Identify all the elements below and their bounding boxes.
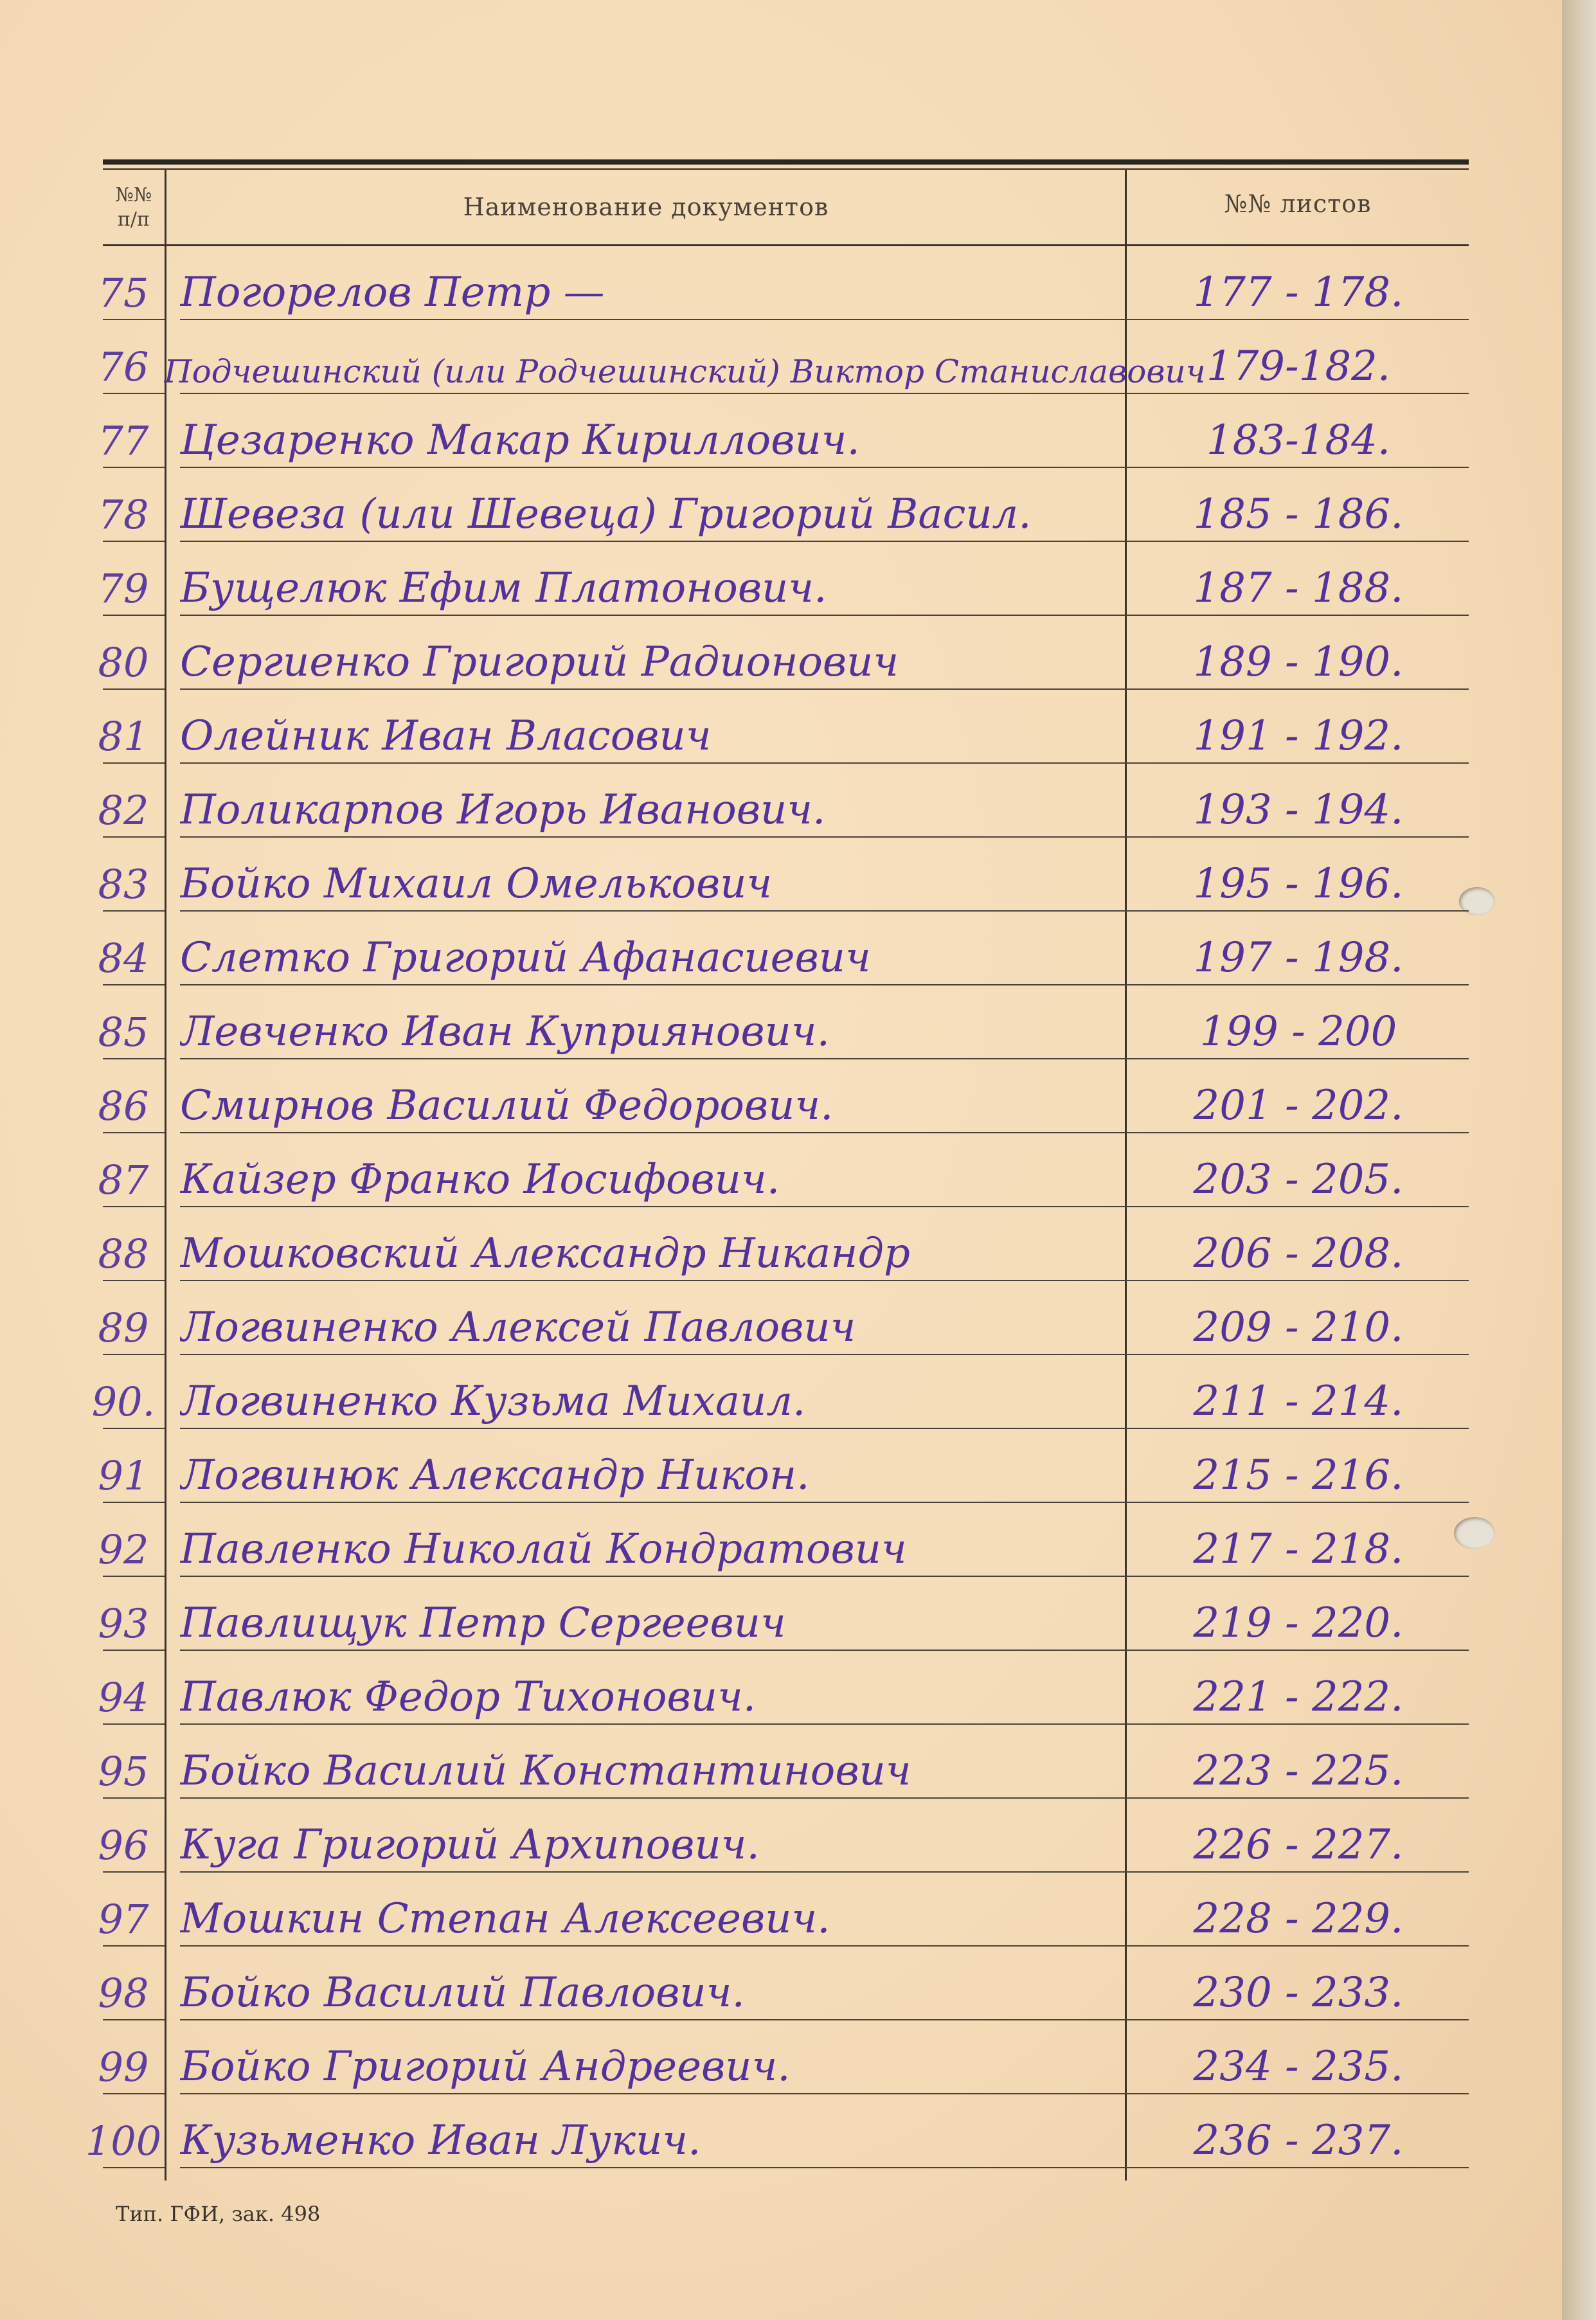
table-row bbox=[84, 2020, 1469, 2094]
row-document-name: Куга Григорий Архипович. bbox=[180, 1821, 760, 1869]
row-document-name: Кайзер Франко Иосифович. bbox=[180, 1156, 780, 1203]
row-number: 98 bbox=[98, 1970, 149, 2017]
row-sheet-numbers: 234 - 235. bbox=[1193, 2043, 1404, 2091]
row-document-name: Павлюк Федор Тихонович. bbox=[180, 1673, 757, 1721]
row-number: 82 bbox=[98, 787, 149, 834]
table-row bbox=[84, 912, 1469, 985]
table-row bbox=[84, 246, 1469, 320]
row-sheet-numbers: 179-182. bbox=[1206, 343, 1391, 390]
table-row bbox=[84, 320, 1469, 394]
row-sheet-numbers: 226 - 227. bbox=[1193, 1821, 1404, 1869]
table-row bbox=[84, 1725, 1469, 1799]
table-top-rule-thin bbox=[103, 168, 1469, 170]
table-row bbox=[84, 764, 1469, 838]
row-document-name: Кузьменко Иван Лукич. bbox=[180, 2117, 701, 2164]
table-row bbox=[84, 1207, 1469, 1281]
row-document-name: Подчешинский (или Родчешинский) Виктор Станиславович bbox=[164, 353, 1206, 390]
table-row bbox=[84, 1133, 1469, 1207]
row-document-name: Погорелов Петр — bbox=[180, 269, 605, 316]
row-sheet-numbers: 215 - 216. bbox=[1193, 1452, 1404, 1499]
row-number: 86 bbox=[98, 1083, 149, 1129]
row-number: 95 bbox=[98, 1748, 149, 1795]
row-document-name: Логвиненко Кузьма Михаил. bbox=[180, 1378, 806, 1425]
row-sheet-numbers: 209 - 210. bbox=[1193, 1304, 1404, 1351]
row-sheet-numbers: 191 - 192. bbox=[1193, 712, 1404, 760]
table-row bbox=[84, 1281, 1469, 1355]
row-document-name: Мошковский Александр Никандр bbox=[180, 1230, 910, 1277]
row-number: 97 bbox=[98, 1896, 149, 1943]
row-document-name: Олейник Иван Власович bbox=[180, 712, 712, 760]
row-document-name: Сергиенко Григорий Радионович bbox=[180, 638, 899, 686]
row-rule bbox=[180, 2167, 1469, 2168]
row-number: 85 bbox=[98, 1009, 149, 1056]
row-document-name: Смирнов Василий Федорович. bbox=[180, 1082, 834, 1129]
row-number: 99 bbox=[98, 2044, 149, 2091]
row-number: 81 bbox=[98, 713, 149, 760]
row-sheet-numbers: 217 - 218. bbox=[1193, 1525, 1404, 1573]
row-number: 79 bbox=[98, 565, 149, 612]
header-sheet-numbers: №№ листов bbox=[1224, 190, 1372, 218]
table-row bbox=[84, 838, 1469, 912]
printer-imprint: Тип. ГФИ, зак. 498 bbox=[116, 2202, 321, 2226]
header-document-name: Наименование документов bbox=[463, 193, 829, 221]
table-row bbox=[84, 2094, 1469, 2168]
row-document-name: Бойко Василий Константинович bbox=[180, 1747, 911, 1795]
row-number: 84 bbox=[98, 935, 149, 982]
table-row bbox=[84, 542, 1469, 616]
row-document-name: Павленко Николай Кондратович bbox=[180, 1525, 907, 1573]
row-sheet-numbers: 183-184. bbox=[1206, 417, 1391, 464]
row-sheet-numbers: 197 - 198. bbox=[1193, 934, 1404, 982]
table-row bbox=[84, 468, 1469, 542]
row-number: 83 bbox=[98, 861, 149, 908]
row-number: 92 bbox=[98, 1526, 149, 1573]
row-sheet-numbers: 236 - 237. bbox=[1193, 2117, 1404, 2164]
row-number: 78 bbox=[98, 491, 149, 538]
header-number: №№ п/п bbox=[115, 184, 152, 231]
row-number-rule bbox=[103, 2167, 165, 2168]
row-sheet-numbers: 177 - 178. bbox=[1193, 269, 1404, 316]
row-sheet-numbers: 199 - 200 bbox=[1199, 1008, 1397, 1056]
table-row bbox=[84, 1873, 1469, 1947]
table-row bbox=[84, 394, 1469, 468]
row-document-name: Бойко Григорий Андреевич. bbox=[180, 2043, 791, 2091]
table-row bbox=[84, 1503, 1469, 1577]
table-row bbox=[84, 1355, 1469, 1429]
table-row bbox=[84, 1947, 1469, 2020]
table-row bbox=[84, 1577, 1469, 1651]
row-number: 87 bbox=[98, 1156, 149, 1203]
row-document-name: Бущелюк Ефим Платонович. bbox=[180, 564, 827, 612]
row-number: 89 bbox=[98, 1304, 149, 1351]
row-sheet-numbers: 228 - 229. bbox=[1193, 1895, 1404, 1943]
table-row bbox=[84, 690, 1469, 764]
row-sheet-numbers: 193 - 194. bbox=[1193, 786, 1404, 834]
row-document-name: Левченко Иван Куприянович. bbox=[180, 1008, 830, 1056]
row-document-name: Бойко Василий Павлович. bbox=[180, 1969, 745, 2017]
row-sheet-numbers: 189 - 190. bbox=[1193, 638, 1404, 686]
row-number: 80 bbox=[98, 639, 149, 686]
row-number: 100 bbox=[85, 2118, 162, 2164]
row-sheet-numbers: 203 - 205. bbox=[1193, 1156, 1404, 1203]
row-document-name: Мошкин Степан Алексеевич. bbox=[180, 1895, 830, 1943]
row-number: 90. bbox=[91, 1378, 156, 1425]
row-sheet-numbers: 206 - 208. bbox=[1193, 1230, 1404, 1277]
row-sheet-numbers: 211 - 214. bbox=[1193, 1378, 1404, 1425]
row-sheet-numbers: 187 - 188. bbox=[1193, 564, 1404, 612]
row-number: 94 bbox=[98, 1674, 149, 1721]
row-sheet-numbers: 185 - 186. bbox=[1193, 490, 1404, 538]
table-row bbox=[84, 1651, 1469, 1725]
table-row bbox=[84, 1799, 1469, 1873]
row-document-name: Павлищук Петр Сергеевич bbox=[180, 1599, 786, 1647]
row-document-name: Логвинюк Александр Никон. bbox=[180, 1452, 810, 1499]
row-document-name: Логвиненко Алексей Павлович bbox=[180, 1304, 856, 1351]
row-document-name: Цезаренко Макар Кириллович. bbox=[180, 417, 860, 464]
row-sheet-numbers: 219 - 220. bbox=[1193, 1599, 1404, 1647]
row-number: 77 bbox=[98, 417, 149, 464]
table-row bbox=[84, 1429, 1469, 1503]
row-sheet-numbers: 230 - 233. bbox=[1193, 1969, 1404, 2017]
row-number: 96 bbox=[98, 1822, 149, 1869]
row-sheet-numbers: 195 - 196. bbox=[1193, 860, 1404, 908]
row-number: 75 bbox=[98, 269, 149, 316]
row-document-name: Слетко Григорий Афанасиевич bbox=[180, 934, 871, 982]
row-number: 88 bbox=[98, 1230, 149, 1277]
row-number: 76 bbox=[98, 343, 149, 390]
row-document-name: Бойко Михаил Омелькович bbox=[180, 860, 773, 908]
row-number: 91 bbox=[98, 1452, 149, 1499]
scan-background bbox=[1562, 0, 1596, 2320]
row-number: 93 bbox=[98, 1600, 149, 1647]
row-document-name: Поликарпов Игорь Иванович. bbox=[180, 786, 826, 834]
row-sheet-numbers: 201 - 202. bbox=[1193, 1082, 1404, 1129]
table-row bbox=[84, 985, 1469, 1059]
table-row bbox=[84, 1059, 1469, 1133]
table-row bbox=[84, 616, 1469, 690]
table-top-rule bbox=[103, 159, 1469, 165]
document-list bbox=[84, 246, 1469, 2168]
row-sheet-numbers: 221 - 222. bbox=[1193, 1673, 1404, 1721]
row-sheet-numbers: 223 - 225. bbox=[1193, 1747, 1404, 1795]
row-document-name: Шевеза (или Шевеца) Григорий Васил. bbox=[180, 490, 1032, 538]
